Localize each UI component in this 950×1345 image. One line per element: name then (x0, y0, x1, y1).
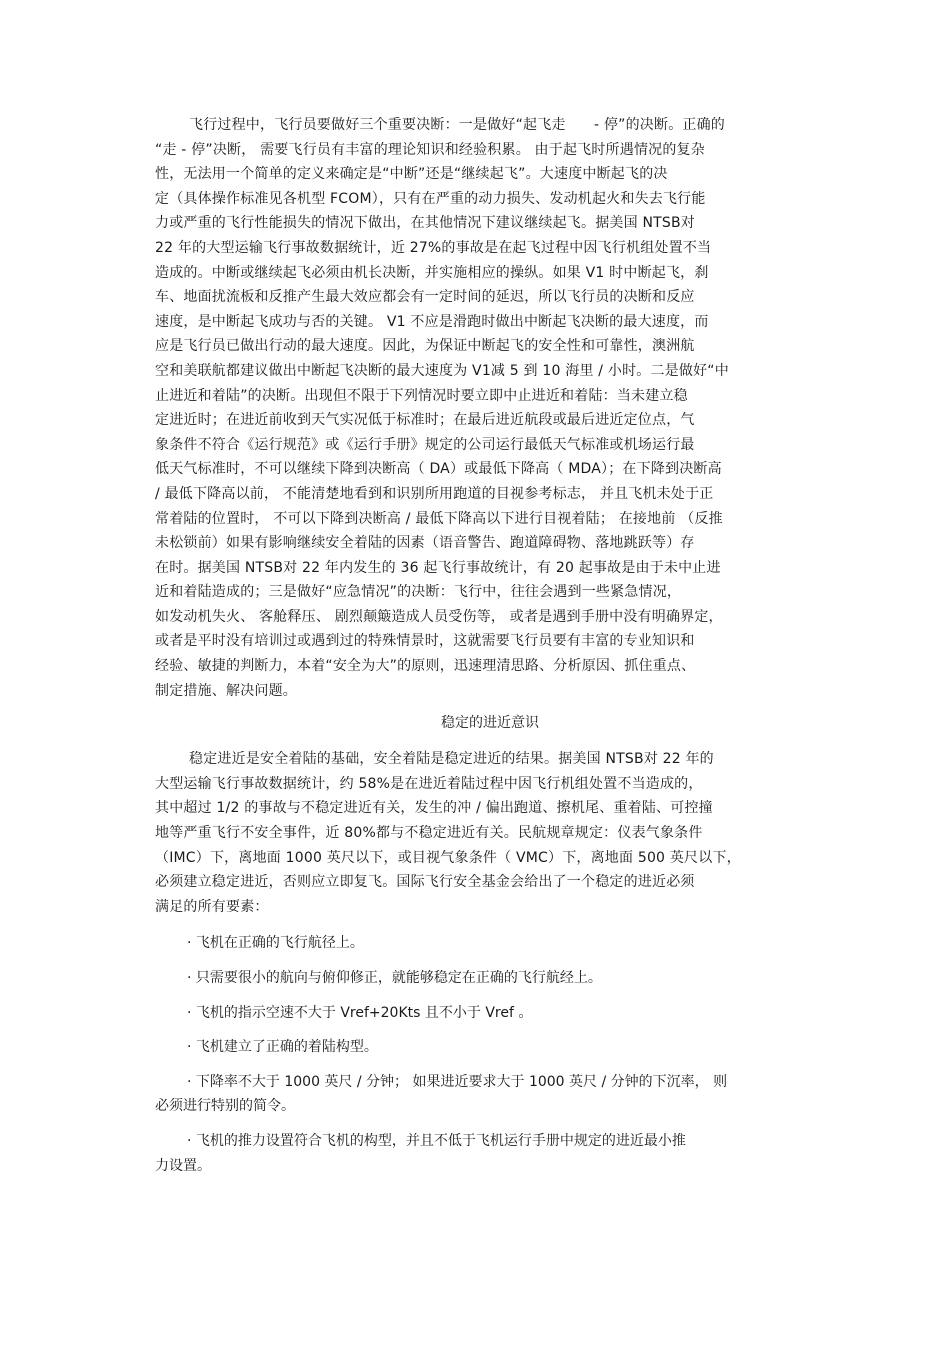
paragraph-line: / 最低下降高以前， 不能清楚地看到和识别所用跑道的目视参考标志， 并且飞机未处于正 (155, 485, 714, 502)
paragraph-line: 应是飞行员已做出行动的最大速度。因此，为保证中断起飞的安全性和可靠性，澳洲航 (155, 338, 695, 355)
paragraph-line: 或者是平时没有培训过或遇到过的特殊情景时，这就需要飞行员要有丰富的专业知识和 (155, 633, 695, 650)
paragraph-line: 性，无法用一个简单的定义来确定是“中断”还是“继续起飞”。大速度中断起飞的决 (155, 166, 668, 183)
list-item: · 飞机建立了正确的着陆构型。 (187, 1039, 378, 1056)
paragraph-line: 如发动机失火、 客舱释压、 剧烈颠簸造成人员受伤等， 或者是遇到手册中没有明确界定， (155, 608, 723, 625)
paragraph-line: 定（具体操作标准见各机型 FCOM），只有在严重的动力损失、发动机起火和失去飞行能 (155, 190, 706, 207)
paragraph-line: 必须建立稳定进近，否则应立即复飞。国际飞行安全基金会给出了一个稳定的进近必须 (155, 874, 695, 891)
paragraph-line: 造成的。中断或继续起飞必须由机长决断，并实施相应的操纵。如果 V1 时中断起飞，刹 (155, 264, 709, 281)
document-page (155, 113, 795, 1178)
paragraph-line: 力或严重的飞行性能损失的情况下做出，在其他情况下建议继续起飞。据美国 NTSB对 (155, 215, 695, 232)
paragraph-line: 大型运输飞行事故数据统计，约 58%是在进近着陆过程中因飞行机组处置不当造成的， (155, 775, 703, 792)
list-item: · 下降率不大于 1000 英尺 / 分钟； 如果进近要求大于 1000 英尺 / 分钟的下沉率， 则 (187, 1073, 728, 1090)
list-item: · 飞机的指示空速不大于 Vref+20Kts 且不小于 Vref 。 (187, 1004, 533, 1021)
paragraph-line: 制定措施、解决问题。 (155, 682, 297, 699)
paragraph-line: 近和着陆造成的；三是做好“应急情况”的决断：飞行中，往往会遇到一些紧急情况， (155, 584, 682, 601)
paragraph-line: 定进近时；在进近前收到天气实况低于标准时；在最后进近航段或最后进近定位点，气 (155, 412, 695, 429)
paragraph-line: 经验、敏捷的判断力，本着“安全为大”的原则，迅速理清思路、分析原因、抓住重点、 (155, 658, 696, 675)
paragraph-line: 22 年的大型运输飞行事故数据统计，近 27%的事故是在起飞过程中因飞行机组处置不当 (155, 239, 712, 256)
list-item: · 只需要很小的航向与俯仰修正，就能够稳定在正确的飞行航经上。 (187, 970, 602, 986)
paragraph-line: 速度，是中断起飞成功与否的关键。 V1 不应是滑跑时做出中断起飞决断的最大速度，而 (155, 313, 709, 330)
paragraph-line: 在时。据美国 NTSB对 22 年内发生的 36 起飞行事故统计，有 20 起事故是由于未中止进 (155, 559, 721, 576)
paragraph-line: 车、地面扰流板和反推产生最大效应都会有一定时间的延迟，所以飞行员的决断和反应 (155, 289, 695, 306)
paragraph-line: 其中超过 1/2 的事故与不稳定进近有关，发生的冲 / 偏出跑道、擦机尾、重着陆、可控撞 (155, 800, 713, 817)
list-item-continuation: 力设置。 (155, 1157, 211, 1174)
paragraph-line: 飞行过程中，飞行员要做好三个重要决断：一是做好“起飞走 - 停”的决断。正确的 (189, 117, 726, 133)
paragraph-line: 止进近和着陆”的决断。出现但不限于下列情况时要立即中止进近和着陆：当未建立稳 (155, 387, 688, 404)
paragraph-line: （IMC）下，离地面 1000 英尺以下，或目视气象条件（ VMC）下，离地面 500 英尺以下， (155, 849, 741, 866)
section-decisions (155, 113, 795, 703)
paragraph-line: 满足的所有要素： (155, 898, 269, 915)
list-item: · 飞机的推力设置符合飞机的构型，并且不低于飞机运行手册中规定的进近最小推 (187, 1132, 686, 1149)
paragraph-line: 稳定进近是安全着陆的基础，安全着陆是稳定进近的结果。据美国 NTSB对 22 年的 (189, 751, 714, 768)
section-heading: 稳定的进近意识 (441, 715, 539, 732)
paragraph-line: 未松锁前）如果有影响继续安全着陆的因素（语音警告、跑道障碍物、落地跳跃等）存 (155, 535, 695, 552)
section-stable-approach (155, 747, 795, 1178)
list-item: · 飞机在正确的飞行航径上。 (187, 935, 364, 952)
paragraph-line: 地等严重飞行不安全事件，近 80%都与不稳定进近有关。民航规章规定：仪表气象条件 (155, 825, 703, 842)
paragraph-line: 低天气标准时，不可以继续下降到决断高（ DA）或最低下降高（ MDA）；在下降到决断高 (155, 461, 722, 478)
list-item-continuation: 必须进行特别的简令。 (155, 1098, 295, 1115)
paragraph-line: 空和美联航都建议做出中断起飞决断的最大速度为 V1减 5 到 10 海里 / 小时。二是做好“中 (155, 362, 729, 379)
paragraph-line: 常着陆的位置时， 不可以下降到决断高 / 最低下降高以下进行目视着陆； 在接地前 （反推 (155, 510, 723, 527)
paragraph-line: “走 - 停”决断， 需要飞行员有丰富的理论知识和经验积累。 由于起飞时所遇情况的复杂 (155, 141, 705, 158)
paragraph-line: 象条件不符合《运行规范》或《运行手册》规定的公司运行最低天气标准或机场运行最 (155, 436, 695, 453)
